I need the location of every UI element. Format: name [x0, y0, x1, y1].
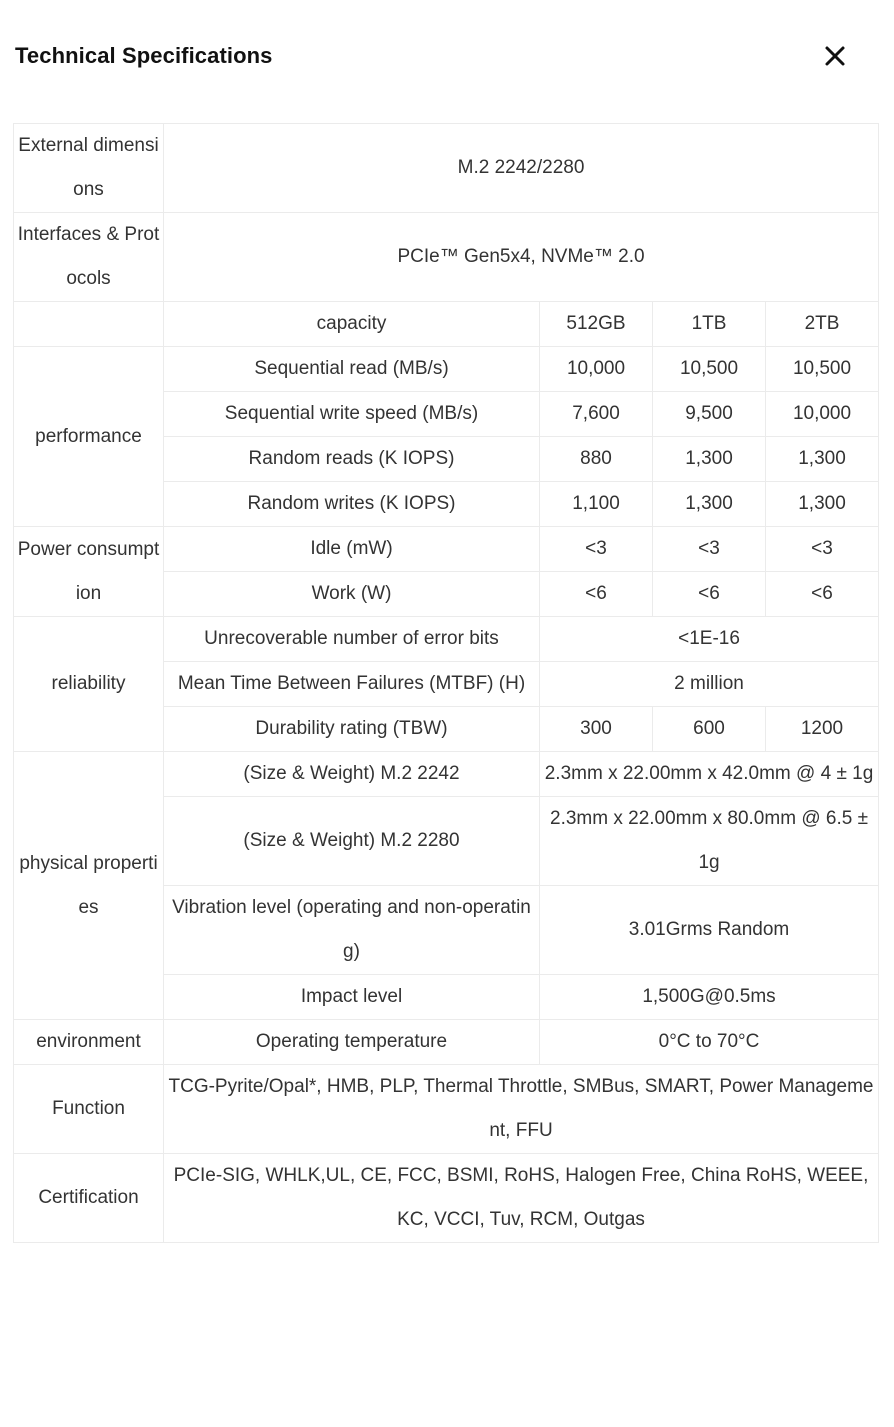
row-label: Certification	[14, 1154, 164, 1243]
subrow-label: Idle (mW)	[164, 527, 540, 572]
subrow-label: Random writes (K IOPS)	[164, 482, 540, 527]
table-row	[14, 617, 879, 662]
cell-value: 1,300	[766, 482, 879, 527]
spec-table	[13, 123, 879, 1243]
cell-value	[540, 797, 879, 886]
table-row	[14, 752, 879, 797]
row-label: Function	[14, 1065, 164, 1154]
cell-value: 2TB	[766, 302, 879, 347]
cell-value: 600	[653, 707, 766, 752]
cell-value: 3.01Grms Random	[540, 886, 879, 975]
cell-value: 1,300	[653, 437, 766, 482]
table-row	[14, 124, 879, 213]
cell-value: 10,000	[766, 392, 879, 437]
row-label: Interfaces & Protocols	[14, 213, 164, 302]
table-row	[14, 1065, 879, 1154]
cell-value: <3	[540, 527, 653, 572]
table-row	[14, 1154, 879, 1243]
table-row	[14, 527, 879, 572]
table-row	[14, 347, 879, 392]
subrow-label: Unrecoverable number of error bits	[164, 617, 540, 662]
cell-value: 880	[540, 437, 653, 482]
subrow-label: Work (W)	[164, 572, 540, 617]
close-x-icon	[822, 43, 848, 69]
cell-value: PCIe™ Gen5x4, NVMe™ 2.0	[164, 213, 879, 302]
table-row	[14, 1020, 879, 1065]
subrow-label: Sequential write speed (MB/s)	[164, 392, 540, 437]
subrow-label: (Size & Weight) M.2 2242	[164, 752, 540, 797]
row-label: Power consumption	[14, 527, 164, 617]
subrow-label: Operating temperature	[164, 1020, 540, 1065]
row-label: environment	[14, 1020, 164, 1065]
cell-value: 9,500	[653, 392, 766, 437]
row-label: physical properties	[14, 752, 164, 1020]
cell-value: <6	[766, 572, 879, 617]
cell-value: 7,600	[540, 392, 653, 437]
modal-title: Technical Specifications	[15, 43, 273, 68]
cell-value: TCG-Pyrite/Opal*, HMB, PLP, Thermal Throttle, SMBus, SMART, Power Management, FFU	[164, 1065, 879, 1154]
cell-value: 1TB	[653, 302, 766, 347]
cell-value: PCIe-SIG, WHLK,UL, CE, FCC, BSMI, RoHS, Halogen Free, China RoHS, WEEE, KC, VCCI, Tuv, RCM, Outgas	[164, 1154, 879, 1243]
dimension-text: 2.3mm x 22.00mm x 80.0mm	[550, 808, 797, 829]
cell-value: 1,300	[653, 482, 766, 527]
row-label: reliability	[14, 617, 164, 752]
cell-value	[540, 752, 879, 797]
cell-value: 0°C to 70°C	[540, 1020, 879, 1065]
subrow-label: Random reads (K IOPS)	[164, 437, 540, 482]
cell-value: 10,500	[766, 347, 879, 392]
weight-text: @ 4 ± 1g	[796, 763, 874, 784]
cell-value: 1,500G@0.5ms	[540, 975, 879, 1020]
cell-value: 1,100	[540, 482, 653, 527]
cell-value: <3	[766, 527, 879, 572]
modal-header	[0, 0, 894, 120]
row-label: External dimensions	[14, 124, 164, 213]
cell-value: 300	[540, 707, 653, 752]
cell-value: <6	[540, 572, 653, 617]
subrow-label: Durability rating (TBW)	[164, 707, 540, 752]
subrow-label: Mean Time Between Failures (MTBF) (H)	[164, 662, 540, 707]
cell-value: 512GB	[540, 302, 653, 347]
cell-value: M.2 2242/2280	[164, 124, 879, 213]
dimension-text: 2.3mm x 22.00mm x 42.0mm	[544, 763, 791, 784]
cell-value: 1200	[766, 707, 879, 752]
weight-text: @ 6.5 ± 1g	[698, 808, 868, 873]
cell-value: 10,000	[540, 347, 653, 392]
table-row	[14, 302, 879, 347]
table-row	[14, 213, 879, 302]
row-label: performance	[14, 347, 164, 527]
cell-value: <3	[653, 527, 766, 572]
subrow-label: (Size & Weight) M.2 2280	[164, 797, 540, 886]
cell-value: 1,300	[766, 437, 879, 482]
cell-value: <6	[653, 572, 766, 617]
subrow-label: Sequential read (MB/s)	[164, 347, 540, 392]
close-button[interactable]	[822, 43, 848, 69]
cell-value: <1E-16	[540, 617, 879, 662]
subrow-label: Impact level	[164, 975, 540, 1020]
subrow-label: Vibration level (operating and non-operating)	[164, 886, 540, 975]
cell-value: 10,500	[653, 347, 766, 392]
cell-value: 2 million	[540, 662, 879, 707]
subrow-label: capacity	[164, 302, 540, 347]
empty-cell	[14, 302, 164, 347]
